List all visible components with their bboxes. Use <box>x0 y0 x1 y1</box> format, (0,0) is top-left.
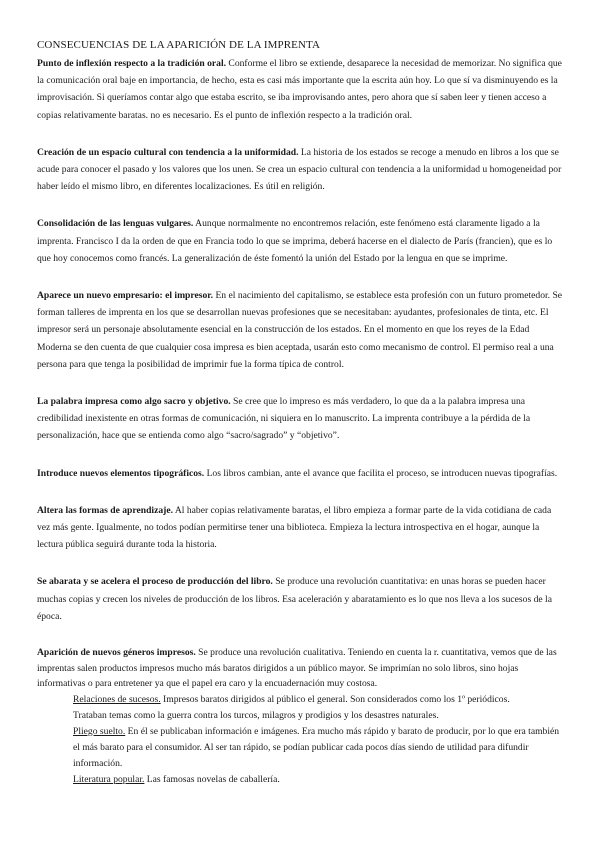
genre-text: Las famosas novelas de caballería. <box>144 773 280 785</box>
section-heading: Punto de inflexión respecto a la tradición oral. <box>37 58 227 69</box>
section-body: Los libros cambian, ante el avance que facilita el proceso, se introducen nuevas tipografías. <box>204 467 558 479</box>
section-heading: Introduce nuevos elementos tipográficos. <box>37 467 205 479</box>
genre-text-continued: Trataban temas como la guerra contra los turcos, milagros y prodigios y los desastres naturales. <box>73 709 439 721</box>
section-vernacular-languages <box>37 215 565 267</box>
genre-item <box>73 692 565 724</box>
genre-item <box>73 772 565 788</box>
section-heading: Se abarata y se acelera el proceso de producción del libro. <box>37 576 273 588</box>
section-body: La historia de los estados se recoge a menudo en libros a los que se acude para conocer el pasado y los valores que los unen. Se crea un espacio cultural con tendencia a la uniformidad u homogeneidad por haber leído el mismo libro, en diferentes localizaciones. Es útil en religión. <box>37 146 562 193</box>
section-typography <box>37 465 565 482</box>
section-printer-entrepreneur <box>37 287 565 373</box>
section-heading: Creación de un espacio cultural con tendencia a la uniformidad. <box>37 146 299 158</box>
section-new-genres <box>37 645 565 692</box>
section-heading: Altera las formas de aprendizaje. <box>37 504 173 516</box>
section-heading: Aparición de nuevos géneros impresos. <box>37 647 196 659</box>
section-cultural-space <box>37 144 565 196</box>
section-heading: Aparece un nuevo empresario: el impresor. <box>37 290 214 302</box>
genre-text: Impresos baratos dirigidos al público el general. Son considerados como los 1º periódicos. <box>160 693 510 705</box>
section-body: Conforme el libro se extiende, desaparece la necesidad de memorizar. No significa que la comunicación oral baje en importancia, de hecho, esta es casi más importante que la escrita aún hoy. Lo que sí va disminuyendo es la improvisación. Si queríamos contar algo que estaba escrito, se iba improvisando antes, pero ahora que sí saben leer y tienen acceso a copias relativamente baratas. no es necesario. Es el punto de inflexión respecto a la tradición oral. <box>37 58 562 121</box>
genre-item <box>73 724 565 772</box>
genre-term: Literatura popular. <box>73 773 145 785</box>
section-body: En el nacimiento del capitalismo, se establece esta profesión con un futuro prometedor. Se forman talleres de imprenta en los que se desarrollan nuevas profesiones que se necesitaban: ayudantes, profesionales de tinta, etc. El impresor será un personaje absolutamente esencial en la construcción de los estados. En el momento en que los reyes de la Edad Moderna se den cuenta de que cualquier cosa impresa es bien aceptada, usarán esto como mecanismo de control. El permiso real a una persona para que tenga la posibilidad de imprimir fue la forma típica de control. <box>37 290 563 370</box>
section-heading: Consolidación de las lenguas vulgares. <box>37 218 194 230</box>
section-body: Se cree que lo impreso es más verdadero, lo que da a la palabra impresa una credibilidad inexistente en otras formas de comunicación, ni siquiera en lo manuscrito. La imprenta contribuye a la pérdida de la personalización, hace que se entienda como algo “sacro/sagrado” y “objetivo”. <box>37 396 531 442</box>
genre-term: Pliego suelto. <box>73 725 126 737</box>
section-sacred-word <box>37 393 565 445</box>
section-body: Se produce una revolución cuantitativa: en unas horas se pueden hacer muchas copias y crecen los niveles de producción de los libros. Esa aceleración y abaratamiento es lo que nos lleva a los sucesos de la época. <box>37 576 552 622</box>
section-heading: La palabra impresa como algo sacro y objetivo. <box>37 396 231 408</box>
section-oral-tradition <box>37 55 565 124</box>
genre-term: Relaciones de sucesos. <box>73 693 161 705</box>
section-body: Se produce una revolución cualitativa. Teniendo en cuenta la r. cuantitativa, vemos que de las imprentas salen productos impresos mucho más baratos dirigidos a un público mayor. Se imprimían no solo libros, sino hojas informativas o para entretener ya que el papel era caro y la encuadernación muy costosa. <box>37 647 557 690</box>
section-production <box>37 573 565 625</box>
document-page <box>37 38 565 788</box>
genres-list <box>37 692 565 788</box>
section-learning <box>37 502 565 554</box>
genre-text: En él se publicaban información e imágenes. Era mucho más rápido y barato de producir, por lo que era también el más barato para el consumidor. Al ser tan rápido, se podían publicar cada pocos días siendo de utilidad para difundir información. <box>73 725 560 769</box>
section-body: Aunque normalmente no encontremos relación, este fenómeno está claramente ligado a la imprenta. Francisco I da la orden de que en Francia todo lo que se imprima, deberá hacerse en el dialecto de París (francien), que es lo que hoy conocemos como francés. La generalización de éste fomentó la unión del Estado por la lengua en que se imprime. <box>37 218 553 264</box>
section-body: Al haber copias relativamente baratas, el libro empieza a formar parte de la vida cotidiana de cada vez más gente. Igualmente, no todos podían permitirse tener una biblioteca. Empieza la lectura introspectiva en el hogar, aunque la lectura pública seguirá durante toda la historia. <box>37 504 552 551</box>
page-title: CONSECUENCIAS DE LA APARICIÓN DE LA IMPRENTA <box>37 39 321 51</box>
